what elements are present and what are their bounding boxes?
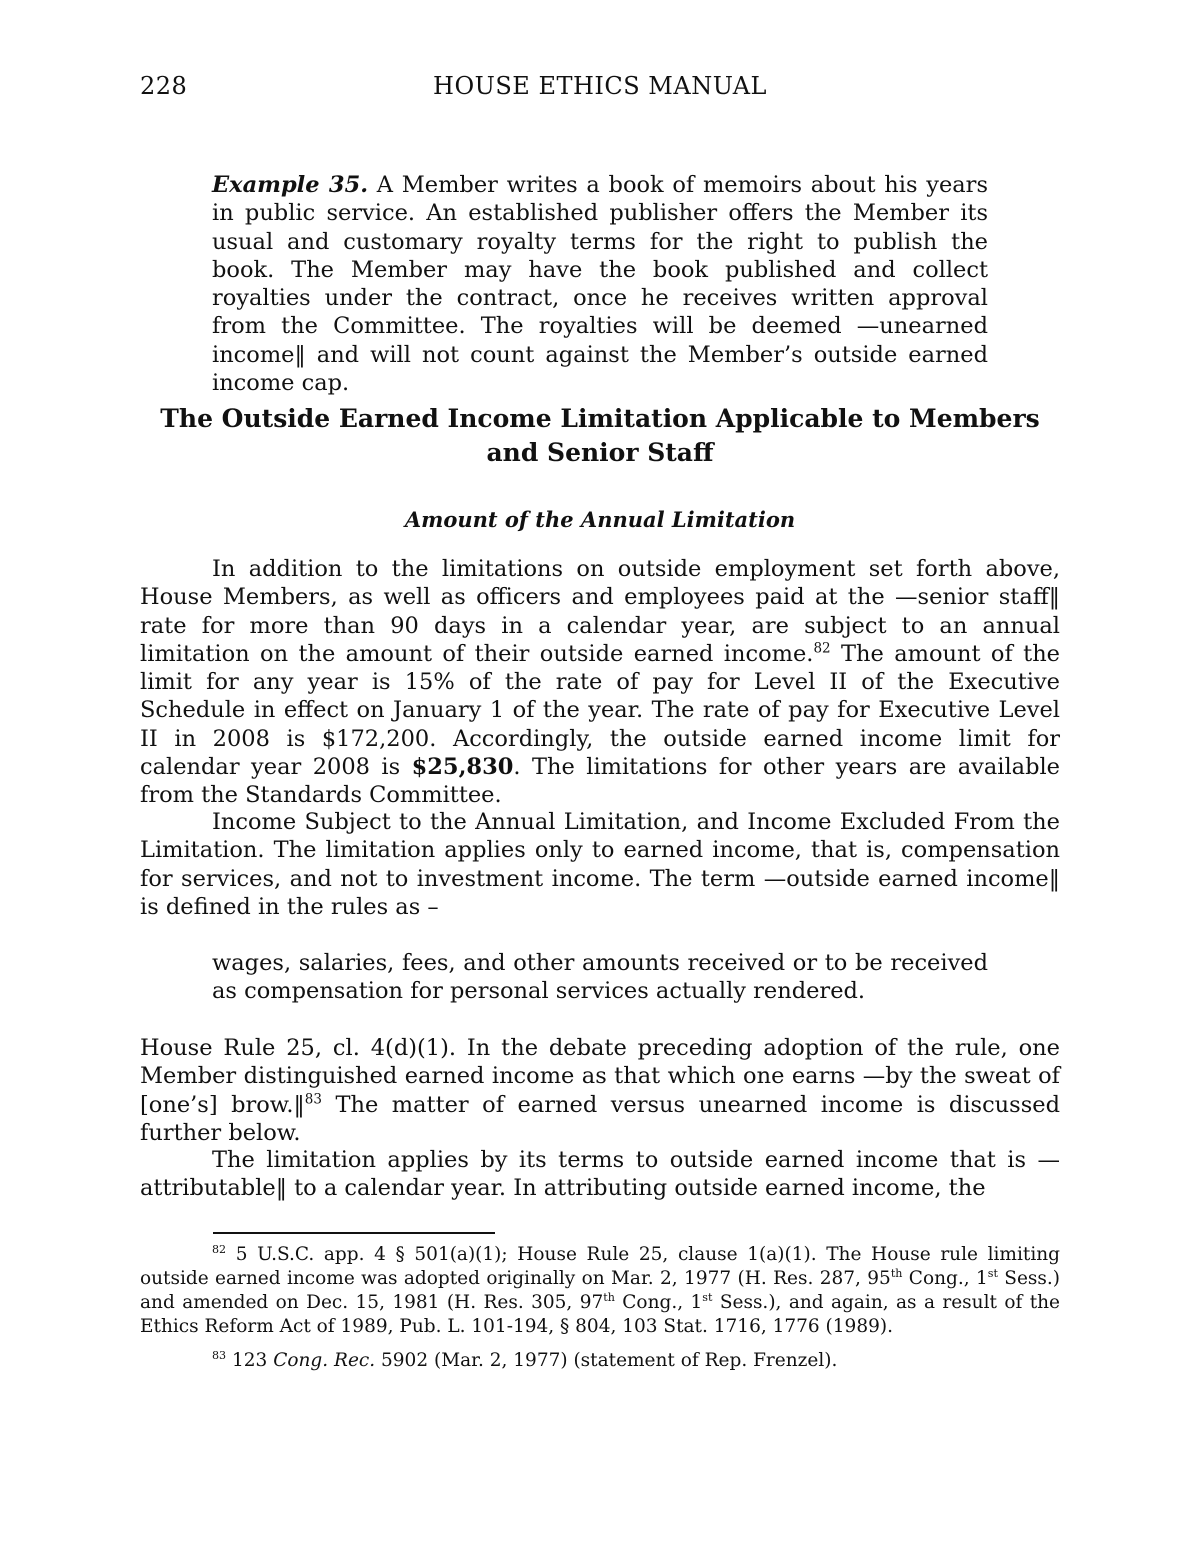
limit-amount: $25,830 [411,754,514,781]
annual-limitation-paragraph [140,555,1060,810]
footnote-ref-83[interactable]: 83 [304,1091,322,1108]
footnote-separator [213,1232,495,1234]
footnote-82-text: 5 U.S.C. app. 4 § 501(a)(1); House Rule 25, clause 1(a)(1). The House rule limiting outside earned income was adopted originally on Mar. 2, 1977 (H. Res. 287, 95 [140,1244,1060,1289]
page-number: 228 [140,72,188,100]
section-heading: The Outside Earned Income Limitation Applicable to Members and Senior Staff [160,404,1040,467]
example-35-paragraph [212,171,988,397]
rule-quotation: wages, salaries, fees, and other amounts received or to be received as compensation for personal services actually rendered. [212,950,988,1005]
ordinal-suffix: st [702,1290,713,1304]
footnote-82-marker: 82 [212,1242,227,1256]
footnote-82-text: Cong., 1 [614,1292,703,1313]
footnote-ref-82[interactable]: 82 [813,640,831,657]
example-label: Example 35. [212,172,369,198]
running-title: HOUSE ETHICS MANUAL [433,72,767,100]
journal-name: Cong. Rec. [273,1350,376,1371]
footnote-82 [140,1243,1060,1339]
para1-text: In addition to the limitations on outside employment set forth above, House Members, as well as officers and employees paid at the —senior staff‖ rate for more than 90 days in a calendar year, are subject to an annual limitation on the amount of their outside earned income. [140,556,1060,667]
ordinal-suffix: th [890,1266,903,1280]
example-text: A Member writes a book of memoirs about his years in public service. An established publisher offers the Member its usual and customary royalty terms for the right to publish the book. The Member may have the book published and collect royalties under the contract, once he receives written approval from the Committee. The royalties will be deemed —unearned income‖ and will not count against the Member’s outside earned income cap. [212,172,988,397]
footnote-83-text: 5902 (Mar. 2, 1977) (statement of Rep. Frenzel). [375,1350,838,1371]
footnote-82-text: Sess.) and amended on Dec. 15, 1981 (H. Res. 305, 97 [140,1268,1060,1313]
para3-text-continued: The matter of earned versus unearned income is discussed further below. [140,1091,1060,1146]
para1-text-continued: The amount of the limit for any year is 15% of the rate of pay for Level II of the Executive Schedule in effect on January 1 of the year. The rate of pay for Executive Level II in 2008 is $172,200. Accordingly, the outside earned income limit for calendar year 2008 is [140,640,1060,781]
house-rule-paragraph [140,1034,1060,1147]
subsection-heading: Amount of the Annual Limitation [404,507,796,532]
ordinal-suffix: th [603,1290,615,1304]
footnote-82-text: Sess.), and again, as a result of the Ethics Reform Act of 1989, Pub. L. 101-194, § 804, 103 Stat. 1716, 1776 (1989). [140,1292,1061,1337]
ordinal-suffix: st [987,1266,998,1280]
footnote-83-marker: 83 [212,1348,227,1362]
footnote-83-text: 123 [226,1350,274,1371]
footnote-83 [140,1349,1060,1373]
footnote-82-text: Cong., 1 [902,1268,988,1289]
income-subject-paragraph: Income Subject to the Annual Limitation, and Income Excluded From the Limitation. The limitation applies only to earned income, that is, compensation for services, and not to investment income. The term —outside earned income‖ is defined in the rules as – [140,809,1060,920]
para1-text-end: . The limitations for other years are available from the Standards Committee. [140,754,1060,809]
para3-text: House Rule 25, cl. 4(d)(1). In the debate preceding adoption of the rule, one Member distinguished earned income as that which one earns —by the sweat of [one’s] brow.‖ [140,1035,1060,1118]
attribution-paragraph: The limitation applies by its terms to outside earned income that is —attributable‖ to a calendar year. In attributing outside earned income, the [140,1147,1060,1202]
